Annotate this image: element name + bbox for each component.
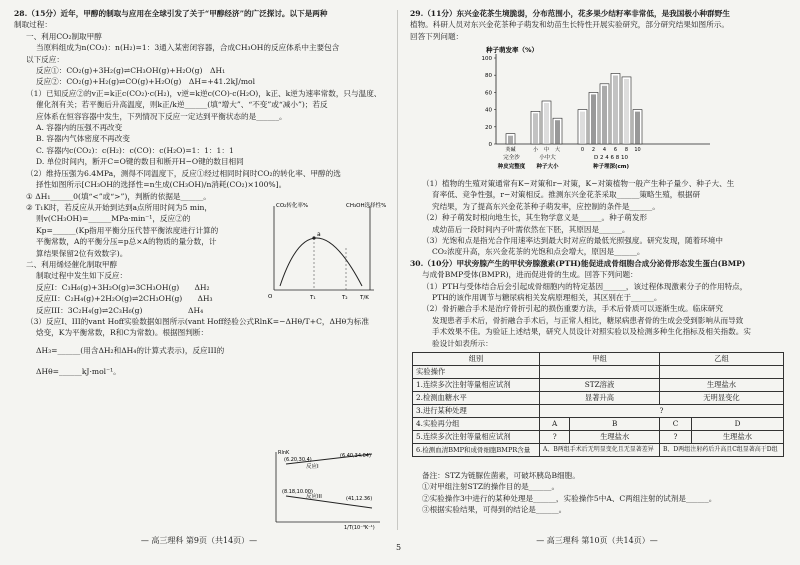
table-row [413,444,784,457]
table-cell: 实验操作 [413,366,540,379]
line-label-i: 反应I [306,464,319,470]
table-cell: 1.连续多次注射等量相应试剂 [413,379,540,392]
q28-title: 28.（15分）近年，甲醇的制取与应用在全球引发了关于“甲醇经济”的广泛探讨。以下是两种 [14,9,328,18]
bar-fill [544,103,549,144]
origin-label: O [268,294,273,300]
table-row [413,392,784,405]
page-number: 5 [396,543,402,552]
bar-fill [555,120,560,144]
point-label-3: (8.18,10.00) [282,489,313,495]
y-label-left: CO₂转化率% [276,203,309,209]
table-cell: D [691,418,783,431]
text-line: 催化剂有关；若平衡后升高温度，则k正/k逆______(填“增大”、“不变”或“减小”)；若反 [36,100,328,110]
table-cell: 显著升高 [540,392,660,405]
chart2-ylabel: RlnK [278,450,290,456]
table-cell: 无明显变化 [660,392,784,405]
bar-fill [624,79,629,144]
x-tick-label: 荚碱 [505,147,516,153]
text-line: 制取过程： [14,20,52,30]
point-label-4: (41,12.36) [346,496,373,502]
x-axis-label: 种皮完整度 [497,164,526,170]
reaction-iii: 反应III：3C₂H₄(g)⇌2C₃H₆(g) ΔH₄ [36,305,204,315]
bar-fill [602,86,607,144]
y-label-right: CH₃OH选择性% [346,203,386,209]
y-tick-label: 80 [485,73,492,80]
text-line: Kp=______(Kp指用平衡分压代替平衡浓度进行计算的 [36,225,219,235]
x-tick-label: 4 [602,147,607,153]
table-cell: 乙组 [660,353,784,366]
y-tick-label: 40 [485,107,492,114]
option-c: C. 容器内c(CO₂)：c(H₂)：c(CO)：c(H₂O)=1：1：1：1 [36,145,234,155]
text-line: CO₂浓度升高，东兴金花茶的光饱和点会增大，原因是______。 [432,247,645,257]
germination-bar-chart [470,44,720,180]
section-heading: 二、利用烯烃催化制取甲醇 [26,259,118,269]
text-line: 成幼苗后一段时间内子叶需依然在下胚，其原因是______。 [432,224,630,234]
point-label-2: (6.40,34.04) [340,453,371,459]
sub-question-3: （3）反应I、III的vant Hoff实验数据如图所示(vant Hoff经验公式RlnK=−ΔHθ/T+C，ΔHθ为标准 [26,316,369,326]
text-line: 植物。科研人员对东兴金花茶种子萌发和幼苗生长特性开展实验研究，部分研究结果如图所示。 [410,20,729,30]
x-tick-label: 10 [634,147,641,153]
x-tick-label: 中 [543,147,550,153]
q29-title: 29.（11分）东兴金花茶生境脆弱，分布范围小，花多果少结籽率非常低，是我国极小种群野生 [410,9,730,18]
table-cell: 6.检测血清BMP和成骨细胞BMPR含量 [413,444,540,457]
table-cell: C [660,418,692,431]
text-line: ΔHθ=______kJ·mol⁻¹。 [36,367,121,377]
group-label: 小中大 [539,155,556,161]
conversion-chart [262,198,386,302]
bar-fill [591,94,596,144]
text-line: ② T₁K时，若反应从开始到达到a点所用时间为5 min， [26,202,212,212]
text-line: 平衡常数，A的平衡分压=p总×A的物质的量分数，计 [36,237,217,247]
table-cell: 4.实验再分组 [413,418,540,431]
table-cell: ? [540,431,570,444]
x-tick-label: 小 [532,147,539,153]
table-cell: A [540,418,570,431]
bar-fill [613,75,618,144]
y-tick-label: 100 [481,56,492,62]
reaction-i: 反应I：C₃H₆(g)+3H₂O(g)⇌3CH₃OH(g) ΔH₂ [36,282,210,292]
footer-left: — 高三理科 第9页（共14页）— [140,536,258,545]
text-line: 回答下列问题： [410,31,464,41]
table-cell: 5.连续多次注射等量相应试剂 [413,431,540,444]
question-29-30-text [410,178,786,349]
sub-question-2: （2）维持压强为6.4MPa，测得不同温度下，反应①经过相同时间时CO₂的转化率、甲醇的选 [26,168,341,178]
table-cell: B、D两组注射药后升高且C组显著高于D组 [660,444,784,457]
section-heading: 一、利用CO₂制取甲醇 [26,31,102,41]
text-line: （1）植物的生殖对策通常有K−对策和r−对策，K−对策植物一般产生种子量少、种子大、生 [422,179,735,188]
table-header-row [413,353,784,366]
question-30-tail [410,470,786,516]
table-cell: 3.进行某种处理 [413,405,540,418]
text-line: 手术效果不佳。为验证上述结果，研究人员设计对照实验以及检测多种生化指标及相关指数。实 [432,327,751,337]
bar-fill [533,113,538,144]
text-line: （3）光饱和点是指光合作用速率达到最大时对应的最低光照强度。研究发现，随着环境中 [422,236,723,246]
table-row [413,379,784,392]
footer-right: — 高三理科 第10页（共14页）— [536,536,658,545]
experiment-table [412,352,784,457]
sub-question-1: （1）已知反应②的v正=k正c(CO₂)·c(H₂)，v逆=k逆c(CO)·c(H₂O)，k正、k逆为速率常数，只与温度、 [26,88,382,98]
point-a-label: a [317,231,321,238]
option-d: D. 单位时间内，断开C=O键的数目和断开H−O键的数目相同 [36,157,244,167]
x-tick-label: 2 [591,147,596,153]
question-28 [14,8,386,378]
table-cell: 2.检测血糖水平 [413,392,540,405]
x-axis-label: T/K [360,295,369,301]
reaction-ii: 反应II：C₂H₄(g)+2H₂O(g)⇌2CH₃OH(g) ΔH₃ [36,294,213,304]
text-line: 与成骨BMP受体(BMPR)，进而促进骨的生成。回答下列问题： [422,270,638,280]
text-line: PTH的该作用调节与糖尿病相关发病原理相关，其区别在于______。 [432,293,662,303]
table-cell: 组别 [413,353,540,366]
text-line: ΔH₃=______(用含ΔH₂和ΔH₄的计算式表示)，反应III的 [36,345,225,355]
text-line: （1）PTH与受体结合后会引起成骨细胞内的特定基因______，该过程体现激素分子的作用特点， [422,281,748,291]
text-line: 算结果保留2位有效数字)。 [36,248,128,258]
bar-fill [635,112,640,144]
reaction-1: 反应①：CO₂(g)+3H₂(g)⇌CH₃OH(g)+H₂O(g) ΔH₁ [36,66,226,76]
table-row [413,366,784,379]
group-label: D 2 4 6 8 10 [594,155,628,161]
option-b: B. 容器内气体密度不再改变 [36,134,130,144]
text-line: 究结果，为了提高东兴金花茶种子萌发率，应控制的条件是______。 [432,201,660,211]
x-axis-label: 种子埋深(cm) [592,164,630,170]
y-tick-label: 60 [485,90,492,97]
table-row [413,418,784,431]
vanthoff-chart [262,448,386,530]
y-tick-label: 20 [485,124,492,131]
text-line: （2）种子萌发时根向地生长，其生物学意义是______。种子萌发形 [422,213,648,223]
x-tick-label: 大 [554,147,561,153]
point-label-1: (6.20,30.4) [284,457,312,463]
column-divider [397,10,398,530]
x-tick-label: 6 [613,147,618,153]
table-cell: 甲组 [540,353,660,366]
group-label: 完全沙 [503,155,520,161]
x-tick-label: 0 [580,147,585,153]
bars-group [482,54,711,170]
text-line: 育率低、竞争性强，r−对策相反。推测东兴金花茶采取______策略生殖，根据研 [432,190,701,200]
text-line: 当原料组成为n(CO₂)：n(H₂)=1：3通入某密闭容器，合成CH₃OH的反应体系中主要包含 [36,43,340,53]
q30-title: 30.（10分）甲状旁腺产生的甲状旁腺激素(PTH)能促进成骨细胞合成分泌骨形态发生蛋白(BMP) [410,258,746,268]
text-line: 以下反应： [26,54,64,64]
table-cell: ? [660,431,692,444]
bar-fill [508,136,513,144]
x-tick-t1: T₁ [310,295,316,301]
chart-title: 种子萌发率（%） [486,46,539,54]
reaction-2: 反应②：CO₂(g)+H₂(g)⇌CO(g)+H₂O(g) ΔH=+41.2kJ/mol [36,77,256,87]
table-cell: 生理盐水 [660,379,784,392]
text-line: ① ΔH₁______0(填“<”或“>”)，判断的依据是______。 [26,191,211,201]
text-line: 焓变，K为平衡常数，R和C为常数)。根据图判断： [36,328,209,338]
table-row [413,405,784,418]
table-cell: A、B两组手术后无明显变化且无显著差异 [540,444,660,457]
x-tick-t2: T₂ [342,295,348,301]
text-line: 制取过程中发生如下反应： [36,271,128,281]
bar-fill [580,112,585,144]
y-tick-label: 0 [488,142,492,148]
text-line: ①对甲组注射STZ的操作目的是______。 [422,482,560,492]
text-line: 验设计如表所示： [432,338,493,348]
table-cell: STZ溶液 [540,379,660,392]
x-axis-label: 种子大小 [536,164,559,170]
x-tick-label: 8 [624,147,629,153]
text-line: 备注：STZ为链脲佐菌素，可破坏胰岛B细胞。 [422,471,580,480]
table-cell: 生理盐水 [570,431,660,444]
line-label-iii: 反应III [306,494,322,500]
text-line: 发现患者手术后，骨折融合手术后，与正常人相比，糖尿病患者骨的生成会受到影响从而导致 [432,315,744,325]
text-line: ②实验操作3中进行的某种处理是______，实验操作5中A、C两组注射的试剂是______。 [422,493,717,503]
table-cell: 生理盐水 [691,431,783,444]
text-line: （2）骨折融合手术是治疗骨折引起的损伤重要方法，手术后骨质可以逐渐生成。临床研究 [422,304,723,314]
text-line: 择性如图所示[CH₃OH的选择性=n生成(CH₃OH)/n消耗(CO₂)×100%]。 [36,180,287,190]
table-row [413,431,784,444]
text-line: ③根据实验结果，可得到的结论是______。 [422,505,567,515]
chart2-xlabel: 1/T(10⁻³K⁻¹) [344,525,375,530]
text-line: 应体系在恒容容器中发生，下列情况下反应一定达到平衡状态的是______。 [36,111,287,121]
text-line: 则v(CH₃OH)=______MPa·min⁻¹，反应②的 [36,214,191,224]
table-cell: ? [540,405,784,418]
question-29 [410,8,786,42]
option-a: A. 容器内的压强不再改变 [36,123,123,133]
table-cell: B [570,418,660,431]
